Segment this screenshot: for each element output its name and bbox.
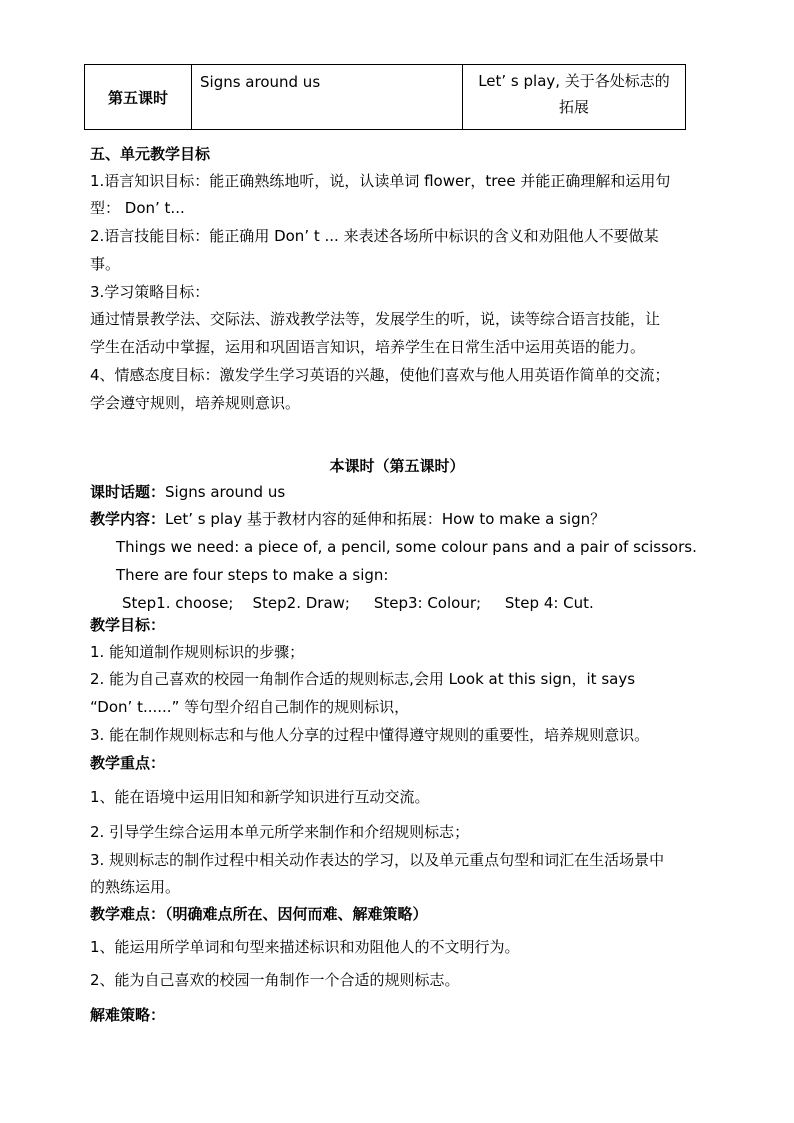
unit-goals-heading: 五、单元教学目标 [90,145,211,163]
topic-value: Signs around us [165,483,286,501]
lesson-title: 本课时（第五课时） [329,457,465,475]
key-point-2: 2. 引导学生综合运用本单元所学来制作和介绍规则标志； [90,823,470,841]
unit-goal-4-line1: 4、情感态度目标：激发学生学习英语的兴趣，使他们喜欢与他人用英语作简单的交流； [90,366,670,384]
objective-2-line2: “Don’ t......” 等句型介绍自己制作的规则标识， [90,698,410,716]
difficulty-2: 2、能为自己喜欢的校园一角制作一个合适的规则标志。 [90,971,460,989]
lesson-label-cell: 第五课时 [85,65,192,130]
difficulty-1: 1、能运用所学单词和句型来描述标识和劝阻他人的不文明行为。 [90,938,520,956]
key-point-3-line2: 的熟练运用。 [90,878,181,896]
key-point-3-line1: 3. 规则标志的制作过程中相关动作表达的学习，以及单元重点句型和词汇在生活场景中 [90,851,665,869]
topic-label: 课时话题： [90,483,166,501]
content-value: Let’ s play 基于教材内容的延伸和拓展：How to make a sign？ [165,510,606,528]
key-point-1: 1、能在语境中运用旧知和新学知识进行互动交流。 [90,788,430,806]
content-cell-line2: 拓展 [558,98,589,116]
unit-goal-4-line2: 学会遵守规则，培养规则意识。 [90,394,301,412]
steps-intro: There are four steps to make a sign: [116,566,389,584]
table-row [85,65,686,130]
unit-goal-2-line2: 事。 [90,255,121,273]
unit-goal-2-line1: 2.语言技能目标：能正确用 Don’ t ... 来表述各场所中标识的含义和劝阻他人不要做某 [90,227,659,245]
key-points-label: 教学重点： [90,754,166,772]
objective-1: 1. 能知道制作规则标识的步骤； [90,643,305,661]
unit-goal-3-title: 3.学习策略目标： [90,283,210,301]
content-line [90,509,605,529]
content-cell-line1: Let’ s play, 关于各处标志的 [478,72,670,90]
unit-goal-1-line1: 1.语言知识目标：能正确熟练地听，说，认读单词 flower，tree 并能正确理解和运用句 [90,172,671,190]
steps-list: Step1. choose; Step2. Draw; Step3: Colour; Step 4: Cut. [122,594,594,612]
objective-3: 3. 能在制作规则标志和与他人分享的过程中懂得遵守规则的重要性，培养规则意识。 [90,726,650,744]
lesson-table [84,64,686,130]
things-needed: Things we need: a piece of, a pencil, some colour pans and a pair of scissors. [116,538,697,556]
objectives-label: 教学目标： [90,616,166,634]
content-cell [463,65,686,130]
topic-cell: Signs around us [192,65,463,130]
unit-goal-1-line2: 型： Don’ t... [90,199,185,217]
objective-2-line1: 2. 能为自己喜欢的校园一角制作合适的规则标志,会用 Look at this sign，it says [90,670,636,688]
content-label: 教学内容： [90,510,166,528]
difficulty-label: 教学难点：（明确难点所在、因何而难、解难策略） [90,905,428,923]
strategy-label: 解难策略： [90,1006,166,1024]
topic-line [90,482,285,502]
unit-goal-3-line1: 通过情景教学法、交际法、游戏教学法等，发展学生的听，说，读等综合语言技能，让 [90,310,661,328]
unit-goal-3-line2: 学生在活动中掌握，运用和巩固语言知识，培养学生在日常生活中运用英语的能力。 [90,338,646,356]
